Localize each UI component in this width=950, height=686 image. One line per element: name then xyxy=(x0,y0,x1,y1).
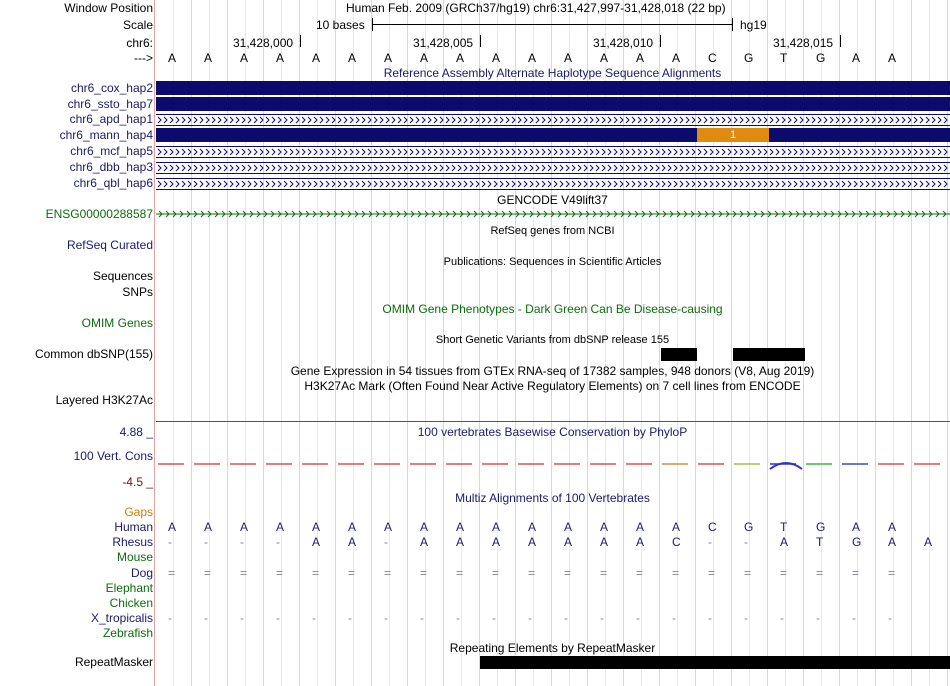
multiz-base: A xyxy=(636,535,645,549)
conservation-label[interactable]: 100 Vert. Cons xyxy=(73,449,153,463)
hap-alignment-ssto-hap7[interactable] xyxy=(156,97,950,111)
multiz-base: A xyxy=(492,535,501,549)
base-letter: A xyxy=(456,51,465,65)
base-letter: A xyxy=(204,51,213,65)
multiz-base: - xyxy=(384,535,388,549)
base-letter: A xyxy=(276,51,285,65)
snps-label[interactable]: SNPs xyxy=(122,285,153,299)
multiz-base: = xyxy=(600,566,608,580)
multiz-base: A xyxy=(636,520,645,534)
multiz-base: = xyxy=(564,566,572,580)
multiz-base: = xyxy=(852,566,860,580)
multiz-base: - xyxy=(744,535,748,549)
multiz-base: - xyxy=(456,611,460,625)
scale-value: 10 bases xyxy=(316,18,365,32)
base-letter: A xyxy=(636,51,645,65)
repeatmasker-element[interactable] xyxy=(480,656,950,669)
base-letter: A xyxy=(312,51,321,65)
tick-label-3: 31,428,010 xyxy=(593,36,654,50)
multiz-base: - xyxy=(168,611,172,625)
multiz-base: - xyxy=(276,611,280,625)
multiz-species-label[interactable]: Zebrafish xyxy=(102,626,153,640)
multiz-base: = xyxy=(240,566,248,580)
base-letter: A xyxy=(564,51,573,65)
multiz-base: - xyxy=(672,611,676,625)
multiz-base: A xyxy=(600,535,609,549)
hap-alignment-cox-hap2[interactable] xyxy=(156,81,950,95)
multiz-base: = xyxy=(492,566,500,580)
repeatmasker-title: Repeating Elements by RepeatMasker xyxy=(449,641,656,655)
multiz-species-label[interactable]: Elephant xyxy=(105,581,153,595)
multiz-base: A xyxy=(204,520,213,534)
multiz-base: T xyxy=(780,520,788,534)
multiz-base: A xyxy=(528,520,537,534)
base-letter: A xyxy=(384,51,393,65)
track-label-cox-hap2[interactable]: chr6_cox_hap2 xyxy=(70,81,153,95)
multiz-base: - xyxy=(204,611,208,625)
gencode-title: GENCODE V49lift37 xyxy=(497,193,608,207)
h3k27ac-label[interactable]: Layered H3K27Ac xyxy=(55,393,153,407)
scale-bar-right-tick xyxy=(732,18,733,31)
publications-title: Publications: Sequences in Scientific Articles xyxy=(443,256,662,268)
multiz-base: - xyxy=(276,535,280,549)
multiz-base: A xyxy=(240,520,249,534)
h3k27ac-title: H3K27Ac Mark (Often Found Near Active Regulatory Elements) on 7 cell lines from ENCODE xyxy=(304,379,801,393)
multiz-base: A xyxy=(528,535,537,549)
multiz-base: A xyxy=(384,520,393,534)
multiz-base: - xyxy=(204,535,208,549)
conservation-min: -4.5 _ xyxy=(122,475,153,489)
multiz-base: A xyxy=(564,535,573,549)
omim-label[interactable]: OMIM Genes xyxy=(81,316,153,330)
multiz-species-label[interactable]: Mouse xyxy=(116,550,153,564)
refseq-title: RefSeq genes from NCBI xyxy=(490,225,615,237)
phylop-plot[interactable] xyxy=(156,455,950,475)
omim-title: OMIM Gene Phenotypes - Dark Green Can Be Disease-causing xyxy=(382,302,723,316)
publications-label[interactable]: Sequences xyxy=(92,269,153,283)
scale-bar xyxy=(372,24,732,25)
multiz-base: = xyxy=(672,566,680,580)
multiz-base: - xyxy=(384,611,388,625)
multiz-base: - xyxy=(420,611,424,625)
multiz-base: = xyxy=(276,566,284,580)
scale-label: Scale xyxy=(122,18,153,32)
multiz-base: = xyxy=(348,566,356,580)
dbsnp-variant-2[interactable] xyxy=(733,348,805,361)
multiz-base: A xyxy=(456,535,465,549)
dbsnp-label[interactable]: Common dbSNP(155) xyxy=(34,347,153,361)
multiz-base: - xyxy=(348,611,352,625)
multiz-base: A xyxy=(780,535,789,549)
tick-mark-3 xyxy=(660,35,661,47)
multiz-base: - xyxy=(816,611,820,625)
hap-alignment-mann-hap4[interactable] xyxy=(156,128,950,142)
refseq-label[interactable]: RefSeq Curated xyxy=(66,238,153,252)
multiz-base: C xyxy=(672,535,681,549)
multiz-base: A xyxy=(564,520,573,534)
multiz-base: - xyxy=(600,611,604,625)
h3k27ac-baseline xyxy=(156,421,950,422)
base-letter: A xyxy=(492,51,501,65)
multiz-base: - xyxy=(240,535,244,549)
multiz-base: A xyxy=(312,520,321,534)
multiz-base: = xyxy=(708,566,716,580)
multiz-base: A xyxy=(672,520,681,534)
track-label-ssto-hap7[interactable]: chr6_ssto_hap7 xyxy=(67,97,153,111)
multiz-base: A xyxy=(420,535,429,549)
multiz-base: = xyxy=(744,566,752,580)
multiz-base: C xyxy=(708,520,717,534)
base-letter: A xyxy=(420,51,429,65)
multiz-base: = xyxy=(528,566,536,580)
gencode-gene-intron[interactable] xyxy=(156,208,950,220)
track-label-mcf-hap5[interactable]: chr6_mcf_hap5 xyxy=(70,144,153,158)
multiz-base: G xyxy=(744,520,754,534)
multiz-base: = xyxy=(816,566,824,580)
multiz-base: A xyxy=(600,520,609,534)
multiz-base: - xyxy=(708,535,712,549)
multiz-base: = xyxy=(420,566,428,580)
assembly-label: hg19 xyxy=(740,18,767,32)
window-position-value: Human Feb. 2009 (GRCh37/hg19) chr6:31,427,997-31,428,018 (22 bp) xyxy=(346,1,726,15)
dbsnp-variant-1[interactable] xyxy=(661,348,697,361)
multiz-base: T xyxy=(816,535,824,549)
multiz-base: A xyxy=(168,520,177,534)
base-letter: A xyxy=(888,51,897,65)
multiz-base: A xyxy=(420,520,429,534)
multiz-base: A xyxy=(276,520,285,534)
multiz-base: - xyxy=(168,535,172,549)
gencode-gene-label[interactable]: ENSG00000288587 xyxy=(45,207,153,221)
multiz-base: G xyxy=(816,520,826,534)
track-label-dbb-hap3[interactable]: chr6_dbb_hap3 xyxy=(69,160,153,174)
multiz-base: = xyxy=(636,566,644,580)
multiz-base: A xyxy=(852,520,861,534)
multiz-base: = xyxy=(780,566,788,580)
scale-bar-left-tick xyxy=(372,18,373,31)
multiz-base: - xyxy=(888,611,892,625)
multiz-title: Multiz Alignments of 100 Vertebrates xyxy=(455,491,650,505)
base-letter: A xyxy=(852,51,861,65)
base-letter: A xyxy=(168,51,177,65)
tick-label-4: 31,428,015 xyxy=(773,36,834,50)
track-label-qbl-hap6[interactable]: chr6_qbl_hap6 xyxy=(73,176,153,190)
window-position-label: Window Position xyxy=(64,1,153,15)
multiz-base: A xyxy=(888,520,897,534)
tick-label-2: 31,428,005 xyxy=(413,36,474,50)
multiz-base: - xyxy=(240,611,244,625)
multiz-base: G xyxy=(852,535,862,549)
multiz-base: A xyxy=(348,535,357,549)
multiz-base: - xyxy=(492,611,496,625)
multiz-base: A xyxy=(924,535,933,549)
chrom-label: chr6: xyxy=(126,36,153,50)
multiz-base: A xyxy=(888,535,897,549)
dbsnp-title: Short Genetic Variants from dbSNP release 155 xyxy=(435,334,670,346)
base-letter: A xyxy=(528,51,537,65)
multiz-species-label[interactable]: Dog xyxy=(130,566,153,580)
multiz-species-label[interactable]: Chicken xyxy=(109,596,153,610)
multiz-base: - xyxy=(636,611,640,625)
base-letter: G xyxy=(816,51,826,65)
multiz-base: = xyxy=(384,566,392,580)
multiz-base: - xyxy=(852,611,856,625)
base-letter: A xyxy=(600,51,609,65)
base-letter: A xyxy=(348,51,357,65)
gtex-title: Gene Expression in 54 tissues from GTEx RNA-seq of 17382 samples, 948 donors (V8, Aug 2019) xyxy=(290,364,815,378)
multiz-base: A xyxy=(312,535,321,549)
repeatmasker-label[interactable]: RepeatMasker xyxy=(74,655,153,669)
hap-alignment-qbl-hap6[interactable] xyxy=(156,178,950,190)
hap-alignment-mcf-hap5[interactable] xyxy=(156,146,950,158)
multiz-base: A xyxy=(492,520,501,534)
tick-mark-4 xyxy=(840,35,841,47)
base-letter: A xyxy=(672,51,681,65)
multiz-base: = xyxy=(204,566,212,580)
multiz-base: - xyxy=(744,611,748,625)
hap-alignment-apd-hap1[interactable] xyxy=(156,114,950,126)
base-letter: A xyxy=(240,51,249,65)
track-label-mann-hap4[interactable]: chr6_mann_hap4 xyxy=(59,128,153,142)
multiz-base: A xyxy=(456,520,465,534)
multiz-base: - xyxy=(780,611,784,625)
hap-alignment-dbb-hap3[interactable] xyxy=(156,162,950,174)
base-letter: G xyxy=(744,51,754,65)
haplotypes-title: Reference Assembly Alternate Haplotype Sequence Alignments xyxy=(383,66,722,80)
multiz-base: A xyxy=(348,520,357,534)
multiz-base: - xyxy=(564,611,568,625)
multiz-base: = xyxy=(168,566,176,580)
multiz-species-label[interactable]: Human xyxy=(114,520,153,534)
multiz-base: = xyxy=(456,566,464,580)
multiz-base: - xyxy=(708,611,712,625)
multiz-base: = xyxy=(888,566,896,580)
base-letter: C xyxy=(708,51,717,65)
conservation-max: 4.88 _ xyxy=(119,425,153,439)
conservation-title: 100 vertebrates Basewise Conservation by PhyloP xyxy=(417,425,688,439)
tick-mark-2 xyxy=(480,35,481,47)
track-label-apd-hap1[interactable]: chr6_apd_hap1 xyxy=(69,112,153,126)
mann-hap4-mismatch-badge[interactable]: 1 xyxy=(697,128,769,142)
multiz-base: - xyxy=(312,611,316,625)
multiz-species-label[interactable]: Rhesus xyxy=(112,535,153,549)
multiz-base: = xyxy=(312,566,320,580)
multiz-gaps-label[interactable]: Gaps xyxy=(124,505,153,519)
tick-mark-1 xyxy=(300,35,301,47)
multiz-base: - xyxy=(528,611,532,625)
base-letter: T xyxy=(780,51,788,65)
tick-label-1: 31,428,000 xyxy=(233,36,294,50)
strand-label: ---> xyxy=(134,51,153,65)
multiz-species-label[interactable]: X_tropicalis xyxy=(90,611,153,625)
